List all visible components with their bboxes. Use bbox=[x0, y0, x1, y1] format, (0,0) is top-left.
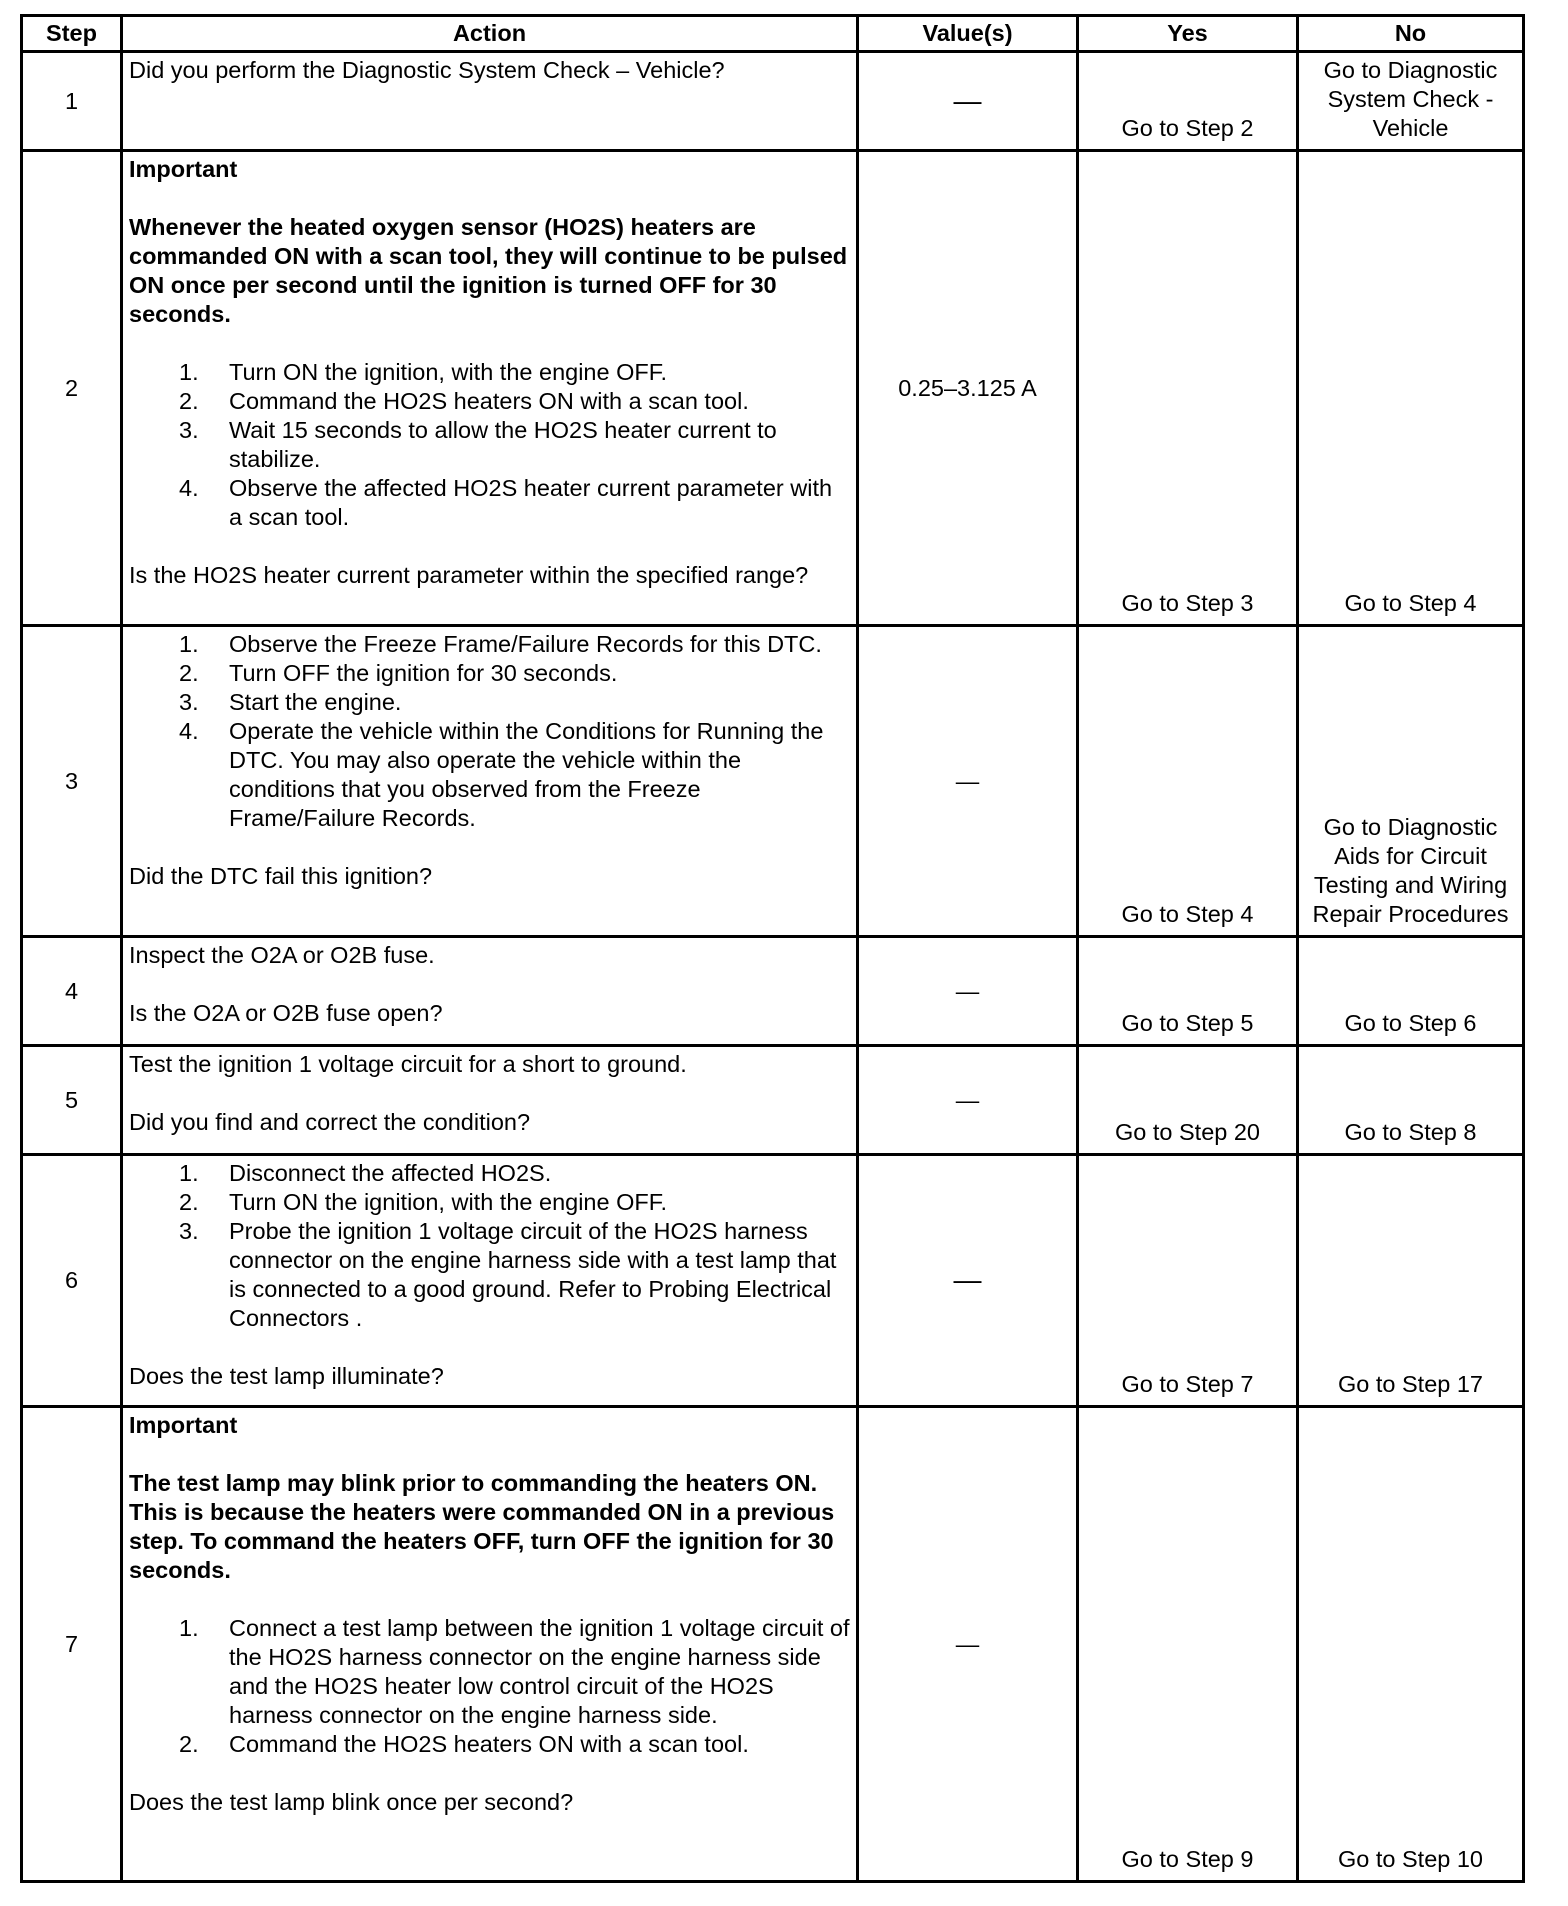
list-item: 1. Disconnect the affected HO2S. bbox=[179, 1160, 552, 1186]
question-text: Does the test lamp illuminate? bbox=[129, 1363, 444, 1389]
table-row bbox=[22, 937, 1524, 1046]
action-cell bbox=[122, 1046, 858, 1155]
question-text: Is the O2A or O2B fuse open? bbox=[129, 1000, 443, 1026]
action-cell bbox=[122, 1155, 858, 1407]
step-number: 7 bbox=[22, 1407, 122, 1882]
list-item: 3. Wait 15 seconds to allow the HO2S heater current to stabilize. bbox=[179, 417, 777, 472]
no-cell: Go to Step 8 bbox=[1298, 1046, 1524, 1155]
yes-cell: Go to Step 2 bbox=[1078, 52, 1298, 151]
no-cell: Go to Step 10 bbox=[1298, 1407, 1524, 1882]
question-text: Did the DTC fail this ignition? bbox=[129, 863, 433, 889]
step-number: 2 bbox=[22, 151, 122, 626]
list-item: 2. Turn OFF the ignition for 30 seconds. bbox=[179, 660, 618, 686]
important-note: Whenever the heated oxygen sensor (HO2S) heaters are commanded ON with a scan tool, they will continue to be pulsed ON once per second until the ignition is turned OFF for 30 seconds. bbox=[129, 214, 848, 327]
list-item: 4. Operate the vehicle within the Conditions for Running the DTC. You may also operate the vehicle within the conditions that you observed from the Freeze Frame/Failure Records. bbox=[179, 718, 824, 831]
list-item: 1. Turn ON the ignition, with the engine OFF. bbox=[179, 359, 668, 385]
action-cell bbox=[122, 626, 858, 937]
list-item: 4. Observe the affected HO2S heater current parameter with a scan tool. bbox=[179, 475, 833, 530]
important-heading: Important bbox=[129, 1412, 238, 1438]
action-cell bbox=[122, 151, 858, 626]
question-text: Does the test lamp blink once per second? bbox=[129, 1789, 574, 1815]
list-item: 3. Start the engine. bbox=[179, 689, 402, 715]
list-item: 3. Probe the ignition 1 voltage circuit of the HO2S harness connector on the engine harness side with a test lamp that is connected to a good ground. Refer to Probing Electrical Connectors . bbox=[179, 1218, 837, 1331]
table-row bbox=[22, 626, 1524, 937]
question-text: Is the HO2S heater current parameter within the specified range? bbox=[129, 562, 809, 588]
no-cell: Go to Step 6 bbox=[1298, 937, 1524, 1046]
value-cell bbox=[858, 1155, 1078, 1407]
procedure-list bbox=[129, 358, 850, 532]
diagnostic-page bbox=[20, 14, 1525, 1883]
table-row bbox=[22, 1155, 1524, 1407]
table-row bbox=[22, 1407, 1524, 1882]
action-cell bbox=[122, 52, 858, 151]
step-number: 3 bbox=[22, 626, 122, 937]
header-values: Value(s) bbox=[858, 16, 1078, 52]
value-cell: 0.25–3.125 A bbox=[858, 151, 1078, 626]
list-item: 2. Turn ON the ignition, with the engine OFF. bbox=[179, 1189, 668, 1215]
important-heading: Important bbox=[129, 156, 238, 182]
table-row bbox=[22, 151, 1524, 626]
yes-cell: Go to Step 5 bbox=[1078, 937, 1298, 1046]
no-cell: Go to Diagnostic System Check - Vehicle bbox=[1298, 52, 1524, 151]
list-item: 1. Connect a test lamp between the ignition 1 voltage circuit of the HO2S harness connector on the engine harness side and the HO2S heater low control circuit of the HO2S harness connector on the engine harness side. bbox=[179, 1615, 850, 1728]
procedure-list bbox=[129, 1614, 850, 1759]
yes-cell: Go to Step 9 bbox=[1078, 1407, 1298, 1882]
yes-cell: Go to Step 20 bbox=[1078, 1046, 1298, 1155]
header-step: Step bbox=[22, 16, 122, 52]
list-item: 2. Command the HO2S heaters ON with a scan tool. bbox=[179, 1731, 749, 1757]
value-text: — bbox=[953, 1264, 982, 1295]
step-number: 1 bbox=[22, 52, 122, 151]
procedure-list bbox=[129, 1159, 850, 1333]
table-row bbox=[22, 1046, 1524, 1155]
important-note: The test lamp may blink prior to commanding the heaters ON. This is because the heaters were commanded ON in a previous step. To command the heaters OFF, turn OFF the ignition for 30 seconds. bbox=[129, 1470, 835, 1583]
step-number: 6 bbox=[22, 1155, 122, 1407]
value-cell: — bbox=[858, 626, 1078, 937]
value-cell bbox=[858, 52, 1078, 151]
value-cell: — bbox=[858, 937, 1078, 1046]
diagnostic-table bbox=[20, 14, 1525, 1883]
header-no: No bbox=[1298, 16, 1524, 52]
header-yes: Yes bbox=[1078, 16, 1298, 52]
action-cell bbox=[122, 1407, 858, 1882]
header-action: Action bbox=[122, 16, 858, 52]
procedure-list bbox=[129, 630, 850, 833]
no-cell: Go to Step 4 bbox=[1298, 151, 1524, 626]
value-cell: — bbox=[858, 1046, 1078, 1155]
action-text: Test the ignition 1 voltage circuit for a short to ground. bbox=[129, 1051, 687, 1077]
yes-cell: Go to Step 4 bbox=[1078, 626, 1298, 937]
yes-cell: Go to Step 3 bbox=[1078, 151, 1298, 626]
no-cell: Go to Step 17 bbox=[1298, 1155, 1524, 1407]
table-row bbox=[22, 52, 1524, 151]
value-text: — bbox=[953, 84, 982, 116]
value-cell: — bbox=[858, 1407, 1078, 1882]
action-cell bbox=[122, 937, 858, 1046]
action-text: Inspect the O2A or O2B fuse. bbox=[129, 942, 435, 968]
step-number: 4 bbox=[22, 937, 122, 1046]
header-row bbox=[22, 16, 1524, 52]
yes-cell: Go to Step 7 bbox=[1078, 1155, 1298, 1407]
step-number: 5 bbox=[22, 1046, 122, 1155]
no-cell: Go to Diagnostic Aids for Circuit Testing and Wiring Repair Procedures bbox=[1298, 626, 1524, 937]
question-text: Did you find and correct the condition? bbox=[129, 1109, 531, 1135]
list-item: 2. Command the HO2S heaters ON with a scan tool. bbox=[179, 388, 749, 414]
action-text: Did you perform the Diagnostic System Check – Vehicle? bbox=[129, 57, 725, 83]
list-item: 1. Observe the Freeze Frame/Failure Records for this DTC. bbox=[179, 631, 822, 657]
